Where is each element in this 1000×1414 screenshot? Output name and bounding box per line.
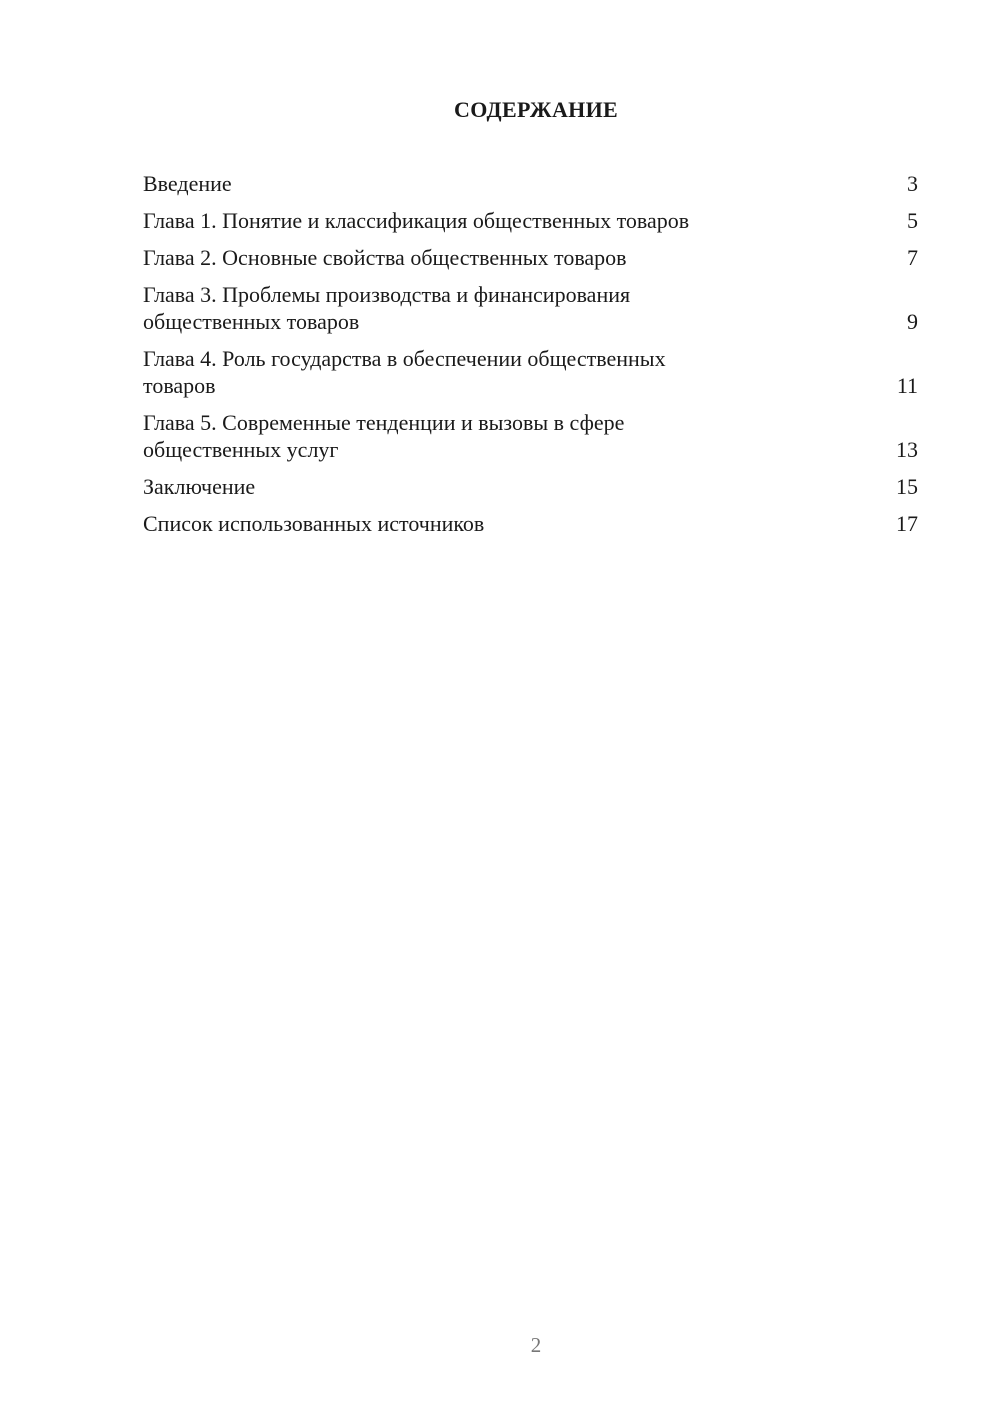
toc-entry-references: [143, 510, 918, 537]
toc-entry-introduction: [143, 170, 918, 197]
toc-entry-page: 17: [896, 511, 918, 536]
table-of-contents: [143, 170, 918, 547]
toc-entry-chapter-2: [143, 244, 918, 271]
toc-entry-chapter-4: [143, 345, 918, 399]
toc-entry-page: 7: [907, 245, 918, 270]
toc-entry-chapter-1: [143, 207, 918, 234]
page-title: СОДЕРЖАНИЕ: [454, 97, 618, 122]
toc-entry-page: 15: [896, 474, 918, 499]
toc-entry-page: 9: [907, 309, 918, 334]
toc-entry-page: 13: [896, 437, 918, 462]
toc-entry-chapter-3: [143, 281, 918, 335]
toc-entry-chapter-5: [143, 409, 918, 463]
toc-entry-title: Глава 1. Понятие и классификация общественных товаров: [143, 208, 690, 233]
toc-entry-title: Глава 5. Современные тенденции и вызовы в сфере общественных услуг: [143, 410, 625, 462]
toc-entry-title: Глава 3. Проблемы производства и финансирования общественных товаров: [143, 282, 631, 334]
toc-entry-title: Заключение: [143, 474, 256, 499]
toc-entry-title: Введение: [143, 171, 232, 196]
toc-entry-conclusion: [143, 473, 918, 500]
toc-entry-title: Список использованных источников: [143, 511, 485, 536]
toc-entry-page: 5: [907, 208, 918, 233]
toc-entry-page: 11: [896, 373, 918, 398]
toc-entry-title: Глава 2. Основные свойства общественных товаров: [143, 245, 627, 270]
toc-entry-title: Глава 4. Роль государства в обеспечении общественных товаров: [143, 346, 666, 398]
page-number: 2: [530, 1333, 542, 1357]
toc-entry-page: 3: [907, 171, 918, 196]
